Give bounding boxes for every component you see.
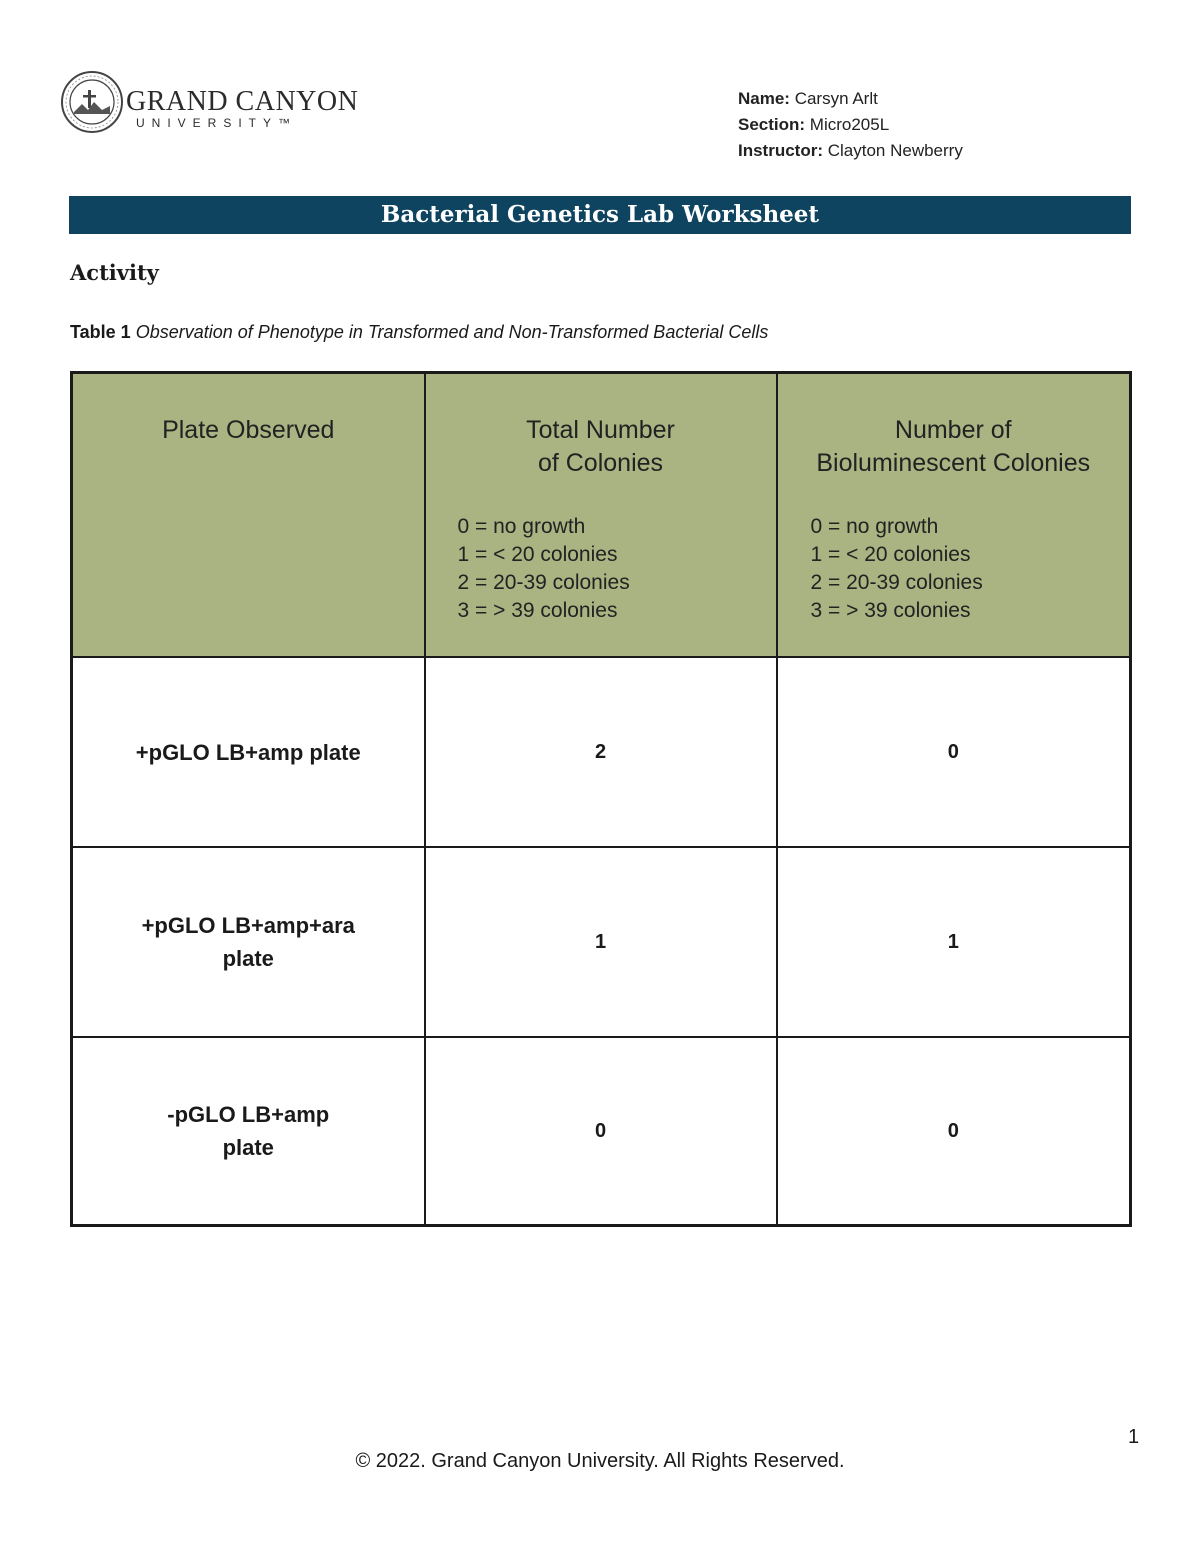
plate-cell: -pGLO LB+amp plate [72,1037,425,1226]
table-row [72,847,1131,1037]
table-caption [70,322,768,343]
table-row [72,657,1131,847]
gcu-logo [60,70,360,134]
student-name: Carsyn Arlt [794,89,878,108]
student-info [738,86,963,164]
bioluminescent-cell: 0 [777,1037,1131,1226]
instructor-value: Clayton Newberry [827,141,963,160]
section-heading: Activity [70,260,159,285]
gcu-seal-icon [60,70,124,134]
header-total-colonies: Total Number of Colonies 0 = no growth 1 = < 20 colonies 2 = 20-39 colonies 3 = > 39 colonies [425,373,777,658]
name-line: Name: Carsyn Arlt [738,89,878,108]
total-colonies-cell: 0 [425,1037,777,1226]
header-plate-observed: Plate Observed [72,373,425,658]
table-caption-text: Observation of Phenotype in Transformed and Non-Transformed Bacterial Cells [135,322,769,342]
total-colonies-cell: 1 [425,847,777,1037]
table-header-row [72,373,1131,658]
logo-subtitle: UNIVERSITY™ [136,116,298,130]
scoring-key: 0 = no growth 1 = < 20 colonies 2 = 20-39 colonies 3 = > 39 colonies [457,515,630,622]
section-value: Micro205L [809,115,890,134]
worksheet-title-bar [69,196,1131,234]
plate-cell: +pGLO LB+amp+ara plate [72,847,425,1037]
worksheet-title: Bacterial Genetics Lab Worksheet [380,201,820,228]
plate-cell: +pGLO LB+amp plate [72,657,425,847]
logo-wordmark: GRAND CANYON [126,86,359,117]
page-number: 1 [1128,1426,1140,1448]
copyright-footer: © 2022. Grand Canyon University. All Rights Reserved. [355,1450,845,1472]
table-row [72,1037,1131,1226]
section-line: Section: Micro205L [738,115,890,134]
observation-table [70,371,1132,1227]
instructor-line: Instructor: Clayton Newberry [738,141,963,160]
header-bioluminescent-colonies: Number of Bioluminescent Colonies 0 = no growth 1 = < 20 colonies 2 = 20-39 colonies 3 = > 39 colonies [777,373,1131,658]
total-colonies-cell: 2 [425,657,777,847]
bioluminescent-cell: 1 [777,847,1131,1037]
scoring-key: 0 = no growth 1 = < 20 colonies 2 = 20-39 colonies 3 = > 39 colonies [810,515,983,622]
table-label: Table 1 [70,322,131,342]
bioluminescent-cell: 0 [777,657,1131,847]
